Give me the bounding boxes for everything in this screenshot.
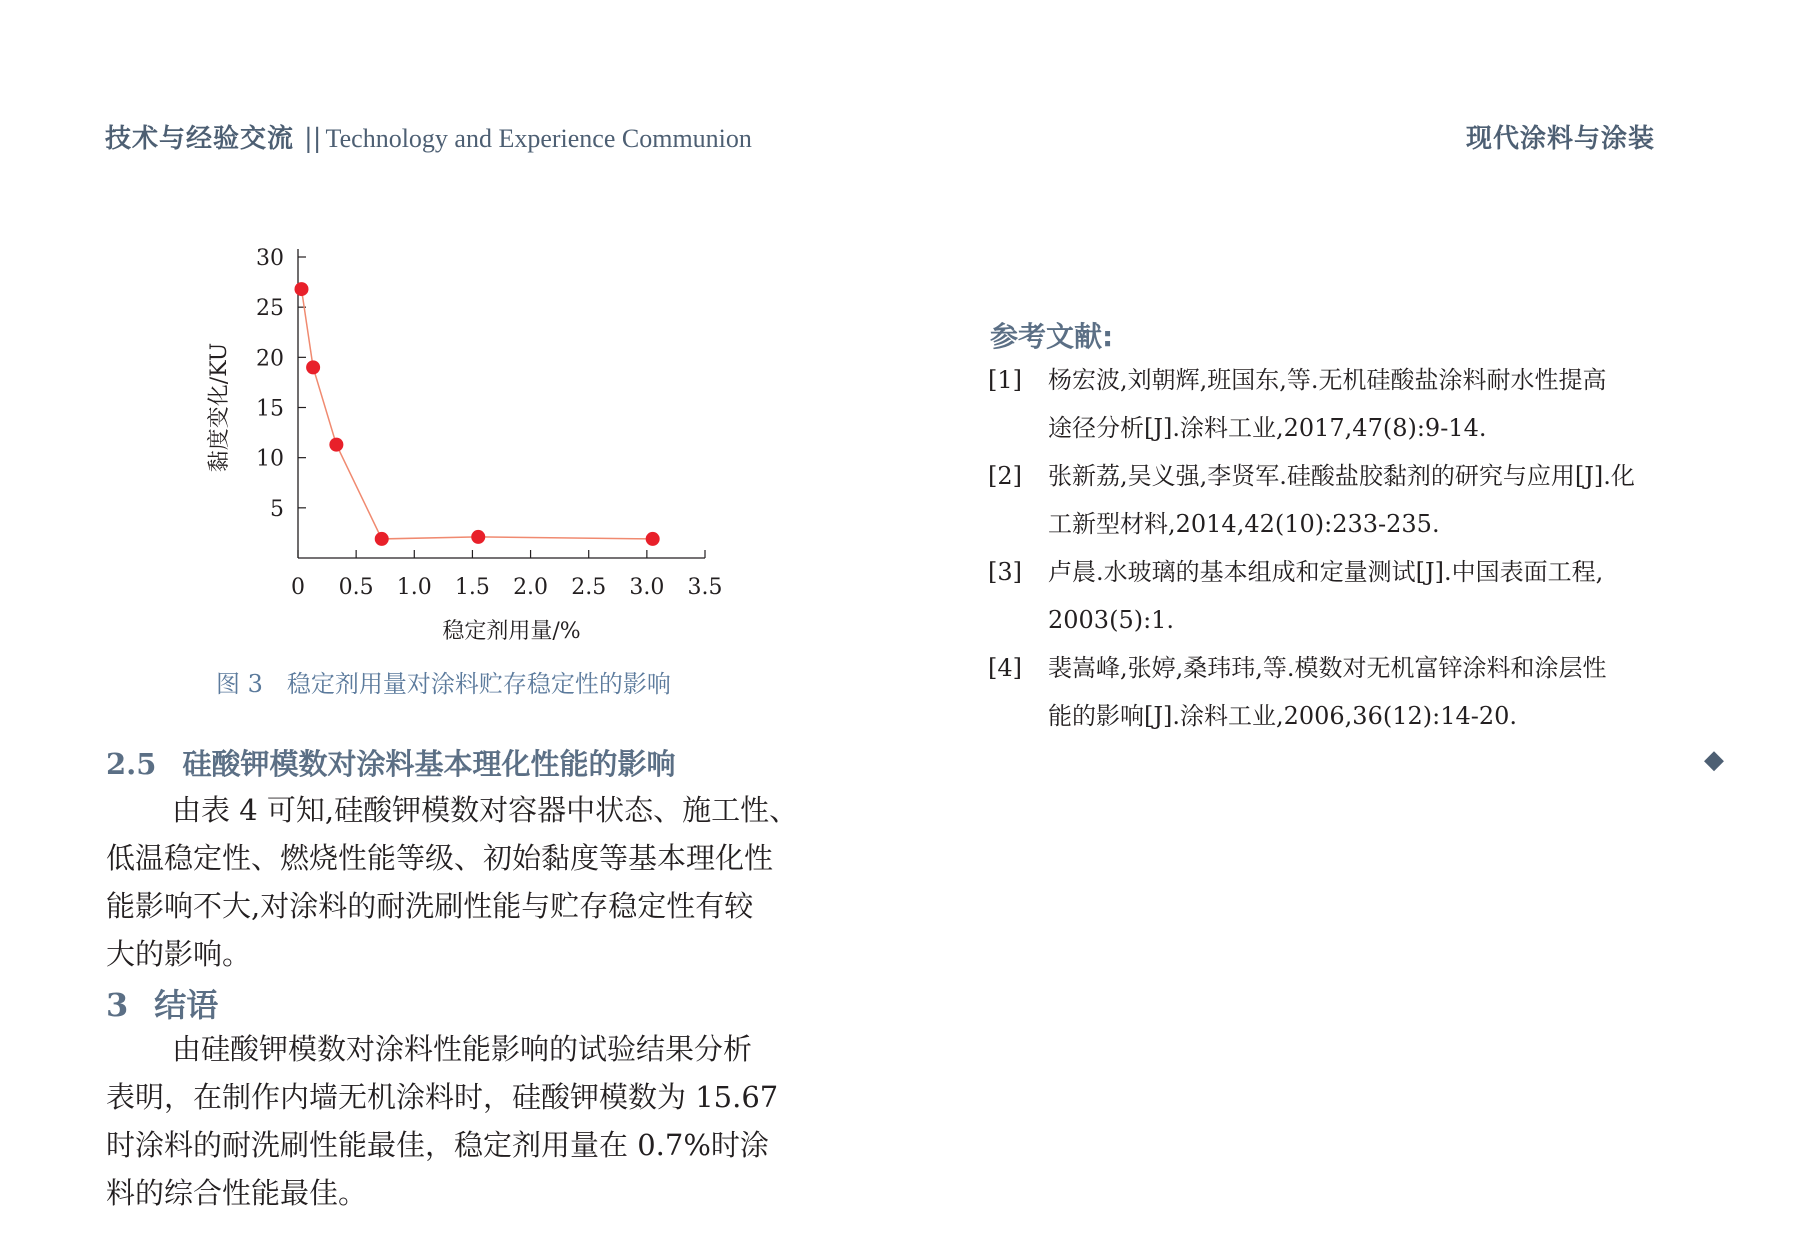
figure-number: 图 3 [216,670,263,698]
y-tick-label: 5 [270,496,284,522]
data-point [329,438,343,452]
x-tick-label: 2.0 [513,575,549,600]
section-number: 2.5 [106,747,157,781]
paragraph-line: 时涂料的耐洗刷性能最佳，稳定剂用量在 0.7%时涂 [106,1128,769,1162]
y-tick-label: 20 [256,346,284,372]
data-point [306,360,320,374]
section-title: 结语 [154,986,219,1024]
reference-text-line: 工新型材料,2014,42(10):233-235. [1048,510,1440,538]
reference-text-line: 张新荔,吴义强,李贤军.硅酸盐胶黏剂的研究与应用[J].化 [1048,462,1635,490]
reference-text-line: 途径分析[J].涂料工业,2017,47(8):9-14. [1048,414,1487,442]
y-tick-label: 25 [256,296,284,322]
section-3-paragraph [106,1025,851,1217]
header-section-en: Technology and Experience Communion [325,124,752,153]
x-tick-label: 0.5 [338,575,374,600]
x-tick-label: 3.5 [687,575,723,600]
reference-text-line: 能的影响[J].涂料工业,2006,36(12):14-20. [1048,702,1518,730]
viscosity-change-chart [200,235,740,645]
references-heading: 参考文献: [990,320,1114,353]
end-of-article-diamond-icon: ◆ [1704,745,1724,775]
section-number: 3 [106,986,129,1024]
y-tick-label: 10 [256,446,284,472]
paragraph-line: 低温稳定性、燃烧性能等级、初始黏度等基本理化性 [106,841,774,875]
reference-index: [2] [988,462,1022,490]
reference-index: [4] [988,654,1022,682]
y-axis-label: 黏度变化/KU [207,342,232,473]
reference-index: [1] [988,366,1022,394]
reference-text-line: 卢晨.水玻璃的基本组成和定量测试[J].中国表面工程, [1048,558,1604,586]
data-point [294,282,308,296]
figure-caption [216,664,671,699]
data-point [646,532,660,546]
header-separator: || [304,124,322,154]
paragraph-line: 表明，在制作内墙无机涂料时，硅酸钾模数为 15.67 [106,1080,779,1114]
data-point [471,530,485,544]
y-tick-label: 15 [256,396,284,422]
reference-text-line: 2003(5):1. [1048,606,1175,634]
running-header-left [105,118,752,155]
section-2-5-paragraph [106,786,851,978]
paragraph-line: 料的综合性能最佳。 [106,1176,368,1210]
section-title: 硅酸钾模数对涂料基本理化性能的影响 [182,747,676,781]
paragraph-line: 由硅酸钾模数对涂料性能影响的试验结果分析 [172,1032,753,1066]
reference-text-line: 裴嵩峰,张婷,桑玮玮,等.模数对无机富锌涂料和涂层性 [1048,654,1607,682]
paragraph-line: 能影响不大,对涂料的耐洗刷性能与贮存稳定性有较 [106,889,754,923]
series-line [301,289,652,539]
journal-name: 现代涂料与涂装 [1466,124,1656,154]
section-heading-3 [106,980,218,1026]
header-section-cn: 技术与经验交流 [105,124,295,154]
x-tick-label: 3.0 [629,575,665,600]
figure-caption-text: 稳定剂用量对涂料贮存稳定性的影响 [286,670,671,698]
x-tick-label: 2.5 [571,575,607,600]
x-tick-label: 1.0 [396,575,432,600]
reference-text-line: 杨宏波,刘朝辉,班国东,等.无机硅酸盐涂料耐水性提高 [1048,366,1607,394]
data-point [375,532,389,546]
paragraph-line: 由表 4 可知,硅酸钾模数对容器中状态、施工性、 [172,793,799,827]
section-heading-2-5 [106,742,675,783]
x-tick-label: 1.5 [454,575,490,600]
paragraph-line: 大的影响。 [106,937,252,971]
x-axis-label: 稳定剂用量/% [442,619,581,644]
reference-index: [3] [988,558,1022,586]
x-tick-label: 0 [291,575,305,600]
y-tick-label: 30 [256,246,284,271]
